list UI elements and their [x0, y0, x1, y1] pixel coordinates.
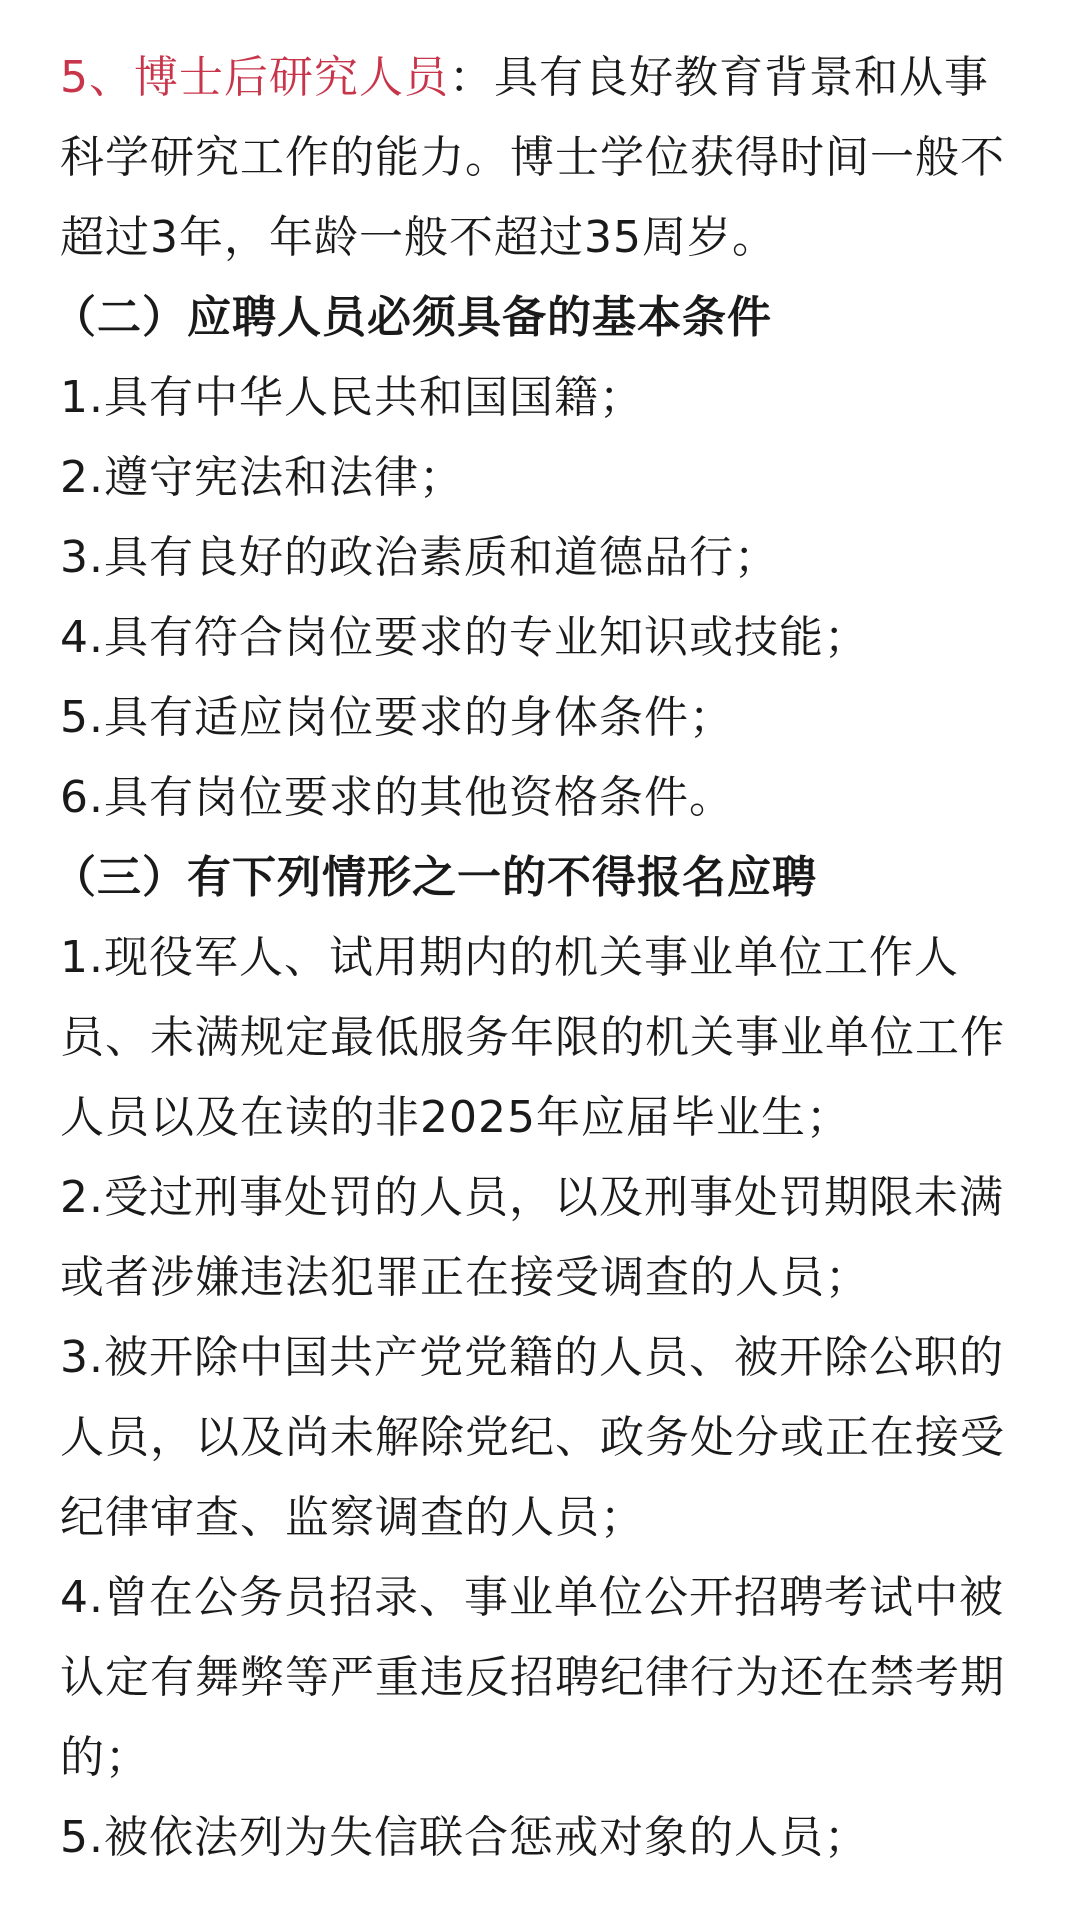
section-2-item: 1.具有中华人民共和国国籍； [60, 372, 644, 423]
section-2-item: 4.具有符合岗位要求的专业知识或技能； [60, 612, 869, 663]
section-3-item: 4.曾在公务员招录、事业单位公开招聘考试中被认定有舞弊等严重违反招聘纪律行为还在禁考期的； [60, 1572, 1005, 1783]
section-2-item: 5.具有适应岗位要求的身体条件； [60, 692, 734, 743]
section-2-item: 6.具有岗位要求的其他资格条件。 [60, 772, 734, 823]
section-3-heading: （三）有下列情形之一的不得报名应聘 [52, 852, 817, 903]
section-2-item: 3.具有良好的政治素质和道德品行； [60, 532, 779, 583]
section-3-item: 2.受过刑事处罚的人员，以及刑事处罚期限未满或者涉嫌违法犯罪正在接受调查的人员； [60, 1172, 1004, 1303]
intro-paragraph [60, 38, 1020, 278]
intro-colon: ： [449, 52, 494, 103]
intro-text: 具有良好教育背景和从事科学研究工作的能力。博士学位获得时间一般不超过3年，年龄一般不超过35周岁。 [60, 52, 1005, 263]
section-2-item: 2.遵守宪法和法律； [60, 452, 464, 503]
section-3-item: 1.现役军人、试用期内的机关事业单位工作人员、未满规定最低服务年限的机关事业单位工作人员以及在读的非2025年应届毕业生； [60, 932, 1005, 1143]
section-3-item: 3.被开除中国共产党党籍的人员、被开除公职的人员，以及尚未解除党纪、政务处分或正在接受纪律审查、监察调查的人员； [60, 1332, 1005, 1543]
intro-label: 5、博士后研究人员 [60, 52, 449, 103]
document-body [52, 38, 1020, 1878]
section-2-heading: （二）应聘人员必须具备的基本条件 [52, 292, 772, 343]
section-3-item: 5.被依法列为失信联合惩戒对象的人员； [60, 1812, 869, 1863]
